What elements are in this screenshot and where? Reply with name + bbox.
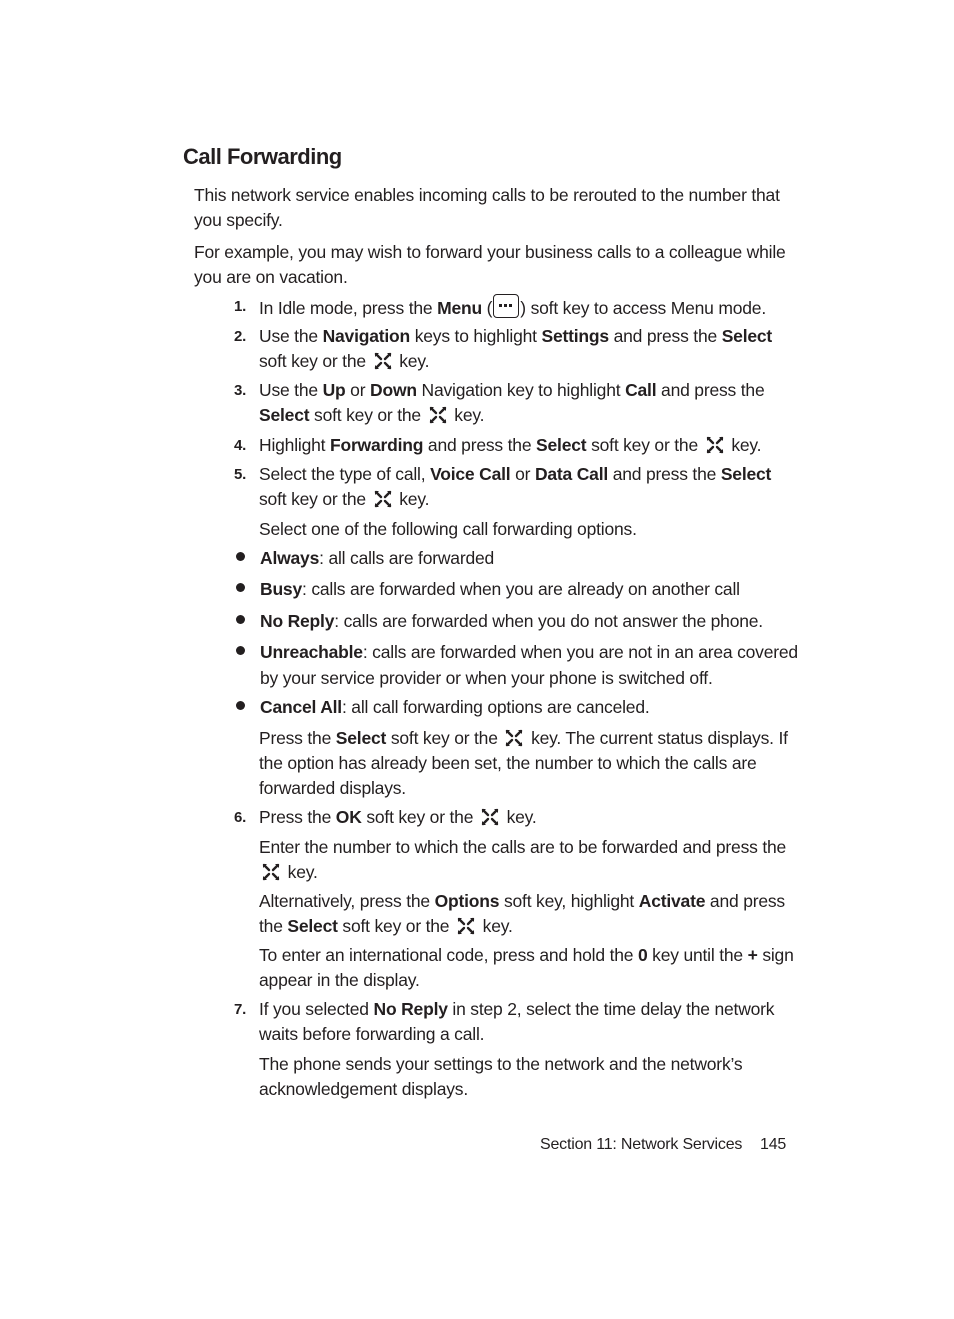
step-number: 1.: [234, 298, 247, 315]
option-no-reply: No Reply: calls are forwarded when you do not answer the phone.: [236, 608, 801, 634]
step-1: 1. In Idle mode, press the Menu ( ) soft key to access Menu mode.: [234, 294, 799, 321]
step-3: 3. Use the Up or Down Navigation key to highlight Call and press the Select soft key or the key.: [234, 380, 765, 425]
step-7-note: The phone sends your settings to the network and the network’s acknowledgement displays.: [259, 1054, 743, 1099]
option-busy: Busy: calls are forwarded when you are already on another call: [236, 576, 801, 602]
step-5: 5. Select the type of call, Voice Call or Data Call and press the Select soft key or the key.: [234, 464, 772, 509]
intro-paragraph-1: This network service enables incoming calls to be rerouted to the number that you specify.: [194, 185, 780, 230]
step-2: 2. Use the Navigation keys to highlight Settings and press the Select soft key or the key.: [234, 326, 773, 371]
step-6-enter-note: Enter the number to which the calls are to be forwarded and press the key.: [259, 837, 787, 882]
navigation-select-key-icon: [374, 352, 392, 370]
navigation-select-key-icon: [481, 808, 499, 826]
option-cancel-all: Cancel All: all call forwarding options are canceled.: [236, 694, 801, 720]
navigation-select-key-icon: [706, 436, 724, 454]
menu-soft-key-icon: [493, 294, 519, 318]
page-title: Call Forwarding: [183, 144, 342, 169]
intro-paragraph-2: For example, you may wish to forward your business calls to a colleague while you are on vacation.: [194, 242, 786, 287]
navigation-select-key-icon: [374, 490, 392, 508]
navigation-select-key-icon: [457, 917, 475, 935]
step-5-note: Select one of the following call forwarding options.: [259, 519, 637, 539]
step-6-international-note: To enter an international code, press and hold the 0 key until the + sign appear in the display.: [259, 945, 794, 990]
navigation-select-key-icon: [505, 729, 523, 747]
option-always: Always: all calls are forwarded: [236, 545, 801, 571]
after-options-note: Press the Select soft key or the key. The current status displays. If the option has already been set, the number to which the calls are forwarded displays.: [259, 728, 788, 798]
navigation-select-key-icon: [262, 863, 280, 881]
step-6-alternative-note: Alternatively, press the Options soft key, highlight Activate and press the Select soft key or the key.: [259, 891, 785, 936]
navigation-select-key-icon: [429, 406, 447, 424]
step-7: 7. If you selected No Reply in step 2, select the time delay the network waits before forwarding a call.: [234, 999, 775, 1044]
step-4: 4. Highlight Forwarding and press the Select soft key or the key.: [234, 435, 762, 455]
option-unreachable: Unreachable: calls are forwarded when you are not in an area covered by your service provider or when your phone is switched off.: [236, 639, 801, 691]
page-number: 145: [760, 1136, 787, 1153]
footer-section: Section 11: Network Services: [540, 1136, 743, 1153]
step-6: 6. Press the OK soft key or the key.: [234, 807, 537, 827]
